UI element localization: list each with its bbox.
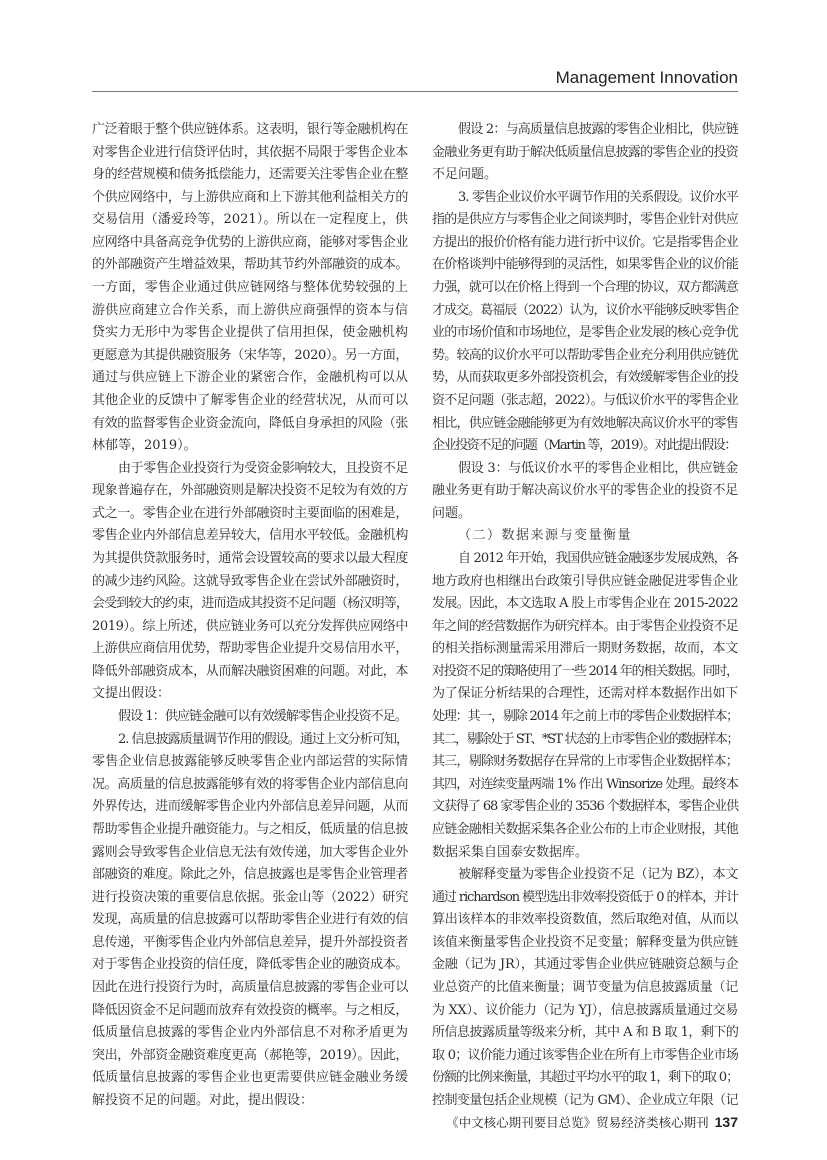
text-line: 其三，剔除财务数据存在异常的上市零售企业数据样本； xyxy=(432,754,738,770)
text-line: 贷实力无形中为零售企业提供了信用担保，使金融机构 xyxy=(92,325,408,341)
text-line: 对于零售企业投资的信任度，降低零售企业的融资成本。 xyxy=(92,957,408,973)
paragraph xyxy=(432,548,738,864)
text-line: 问题。 xyxy=(432,505,472,521)
text-line: 应网络中具备高竞争优势的上游供应商，能够对零售企业 xyxy=(92,234,408,250)
text-line: 文提出假设： xyxy=(92,686,171,702)
text-line: 业的市场价值和市场地位，是零售企业发展的核心竞争优 xyxy=(432,325,738,341)
paragraph xyxy=(92,729,408,1113)
text-line: 其他企业的反馈中了解零售企业的经营状况，从而可以 xyxy=(92,392,408,408)
text-line: 为 XX）、议价能力（记为 YJ），信息披露质量通过交易 xyxy=(432,1002,738,1018)
text-line: 金融业务更有助于解决低质量信息披露的零售企业的投资 xyxy=(432,144,738,160)
text-line: 更愿意为其提供融资服务（宋华等，2020）。另一方面， xyxy=(92,347,408,363)
text-line: 帮助零售企业提升融资能力。与之相反，低质量的信息披 xyxy=(92,821,408,837)
text-line: 融业务更有助于解决高议价水平的零售企业的投资不足 xyxy=(432,483,738,499)
text-line: 相比，供应链金融能够更为有效地解决高议价水平的零售 xyxy=(432,415,738,431)
paragraph xyxy=(432,119,738,187)
text-line: 应链金融相关数据采集各企业公布的上市企业财报，其他 xyxy=(432,821,738,837)
text-line: 现象普遍存在，外部融资则是解决投资不足较为有效的方 xyxy=(92,483,408,499)
text-line: 一方面，零售企业通过供应链网络与整体优势较强的上 xyxy=(92,280,408,296)
paragraph xyxy=(92,706,408,729)
text-line: 在价格谈判中能够得到的灵活性，如果零售企业的议价能 xyxy=(432,257,738,273)
text-line: 才成交。葛福辰（2022）认为，议价水平能够反映零售企 xyxy=(432,302,738,318)
text-line: 该值来衡量零售企业投资不足变量；解释变量为供应链 xyxy=(432,934,738,950)
text-line: 势。较高的议价水平可以帮助零售企业充分利用供应链优 xyxy=(432,347,738,363)
text-line: 的减少违约风险。这就导致零售企业在尝试外部融资时， xyxy=(92,573,408,589)
text-line: 游供应商建立合作关系，而上游供应商强悍的资本与信 xyxy=(92,302,408,318)
text-line: 交易信用（潘爱玲等，2021）。所以在一定程度上，供 xyxy=(92,212,408,228)
text-line: 地方政府也相继出台政策引导供应链金融促进零售企业 xyxy=(432,573,738,589)
left-column xyxy=(92,119,408,1112)
text-line: 因此在进行投资行为时，高质量信息披露的零售企业可以 xyxy=(92,979,408,995)
section-heading xyxy=(432,525,738,548)
text-line: 个供应网络中，与上游供应商和上下游其他利益相关方的 xyxy=(92,189,408,205)
text-line: 自 2012 年开始，我国供应链金融逐步发展成熟，各 xyxy=(458,550,738,566)
text-line: 势，从而获取更多外部投资机会，有效缓解零售企业的投 xyxy=(432,370,738,386)
text-line: 不足问题。 xyxy=(432,167,498,183)
running-header-title: Management Innovation xyxy=(555,68,738,87)
text-line: 假设 2：与高质量信息披露的零售企业相比，供应链 xyxy=(458,122,738,137)
text-line: 式之一。零售企业在进行外部融资时主要面临的困难是， xyxy=(92,505,408,521)
text-line: 解投资不足的问题。对此，提出假设： xyxy=(92,1092,314,1108)
text-line: 对投资不足的策略使用了一些 2014 年的相关数据。同时， xyxy=(432,663,738,679)
header-rule xyxy=(92,91,738,92)
text-line: 为其提供贷款服务时，通常会设置较高的要求以最大程度 xyxy=(92,550,408,566)
text-line: 广泛着眼于整个供应链体系。这表明，银行等金融机构在 xyxy=(92,122,408,137)
text-line: 所信息披露质量等级来分析，其中 A 和 B 取 1，剩下的 xyxy=(432,1025,739,1041)
text-line: 低质量信息披露的零售企业内外部信息不对称矛盾更为 xyxy=(92,1025,408,1041)
text-line: 为了保证分析结果的合理性，还需对样本数据作出如下 xyxy=(432,686,738,702)
text-line: 其二，剔除处于 ST、*ST 状态的上市零售企业的数据样本； xyxy=(432,731,738,747)
text-line: 息传递，平衡零售企业内外部信息差异，提升外部投资者 xyxy=(92,934,408,950)
page-footer xyxy=(446,1113,738,1131)
text-line: 通过与供应链上下游企业的紧密合作，金融机构可以从 xyxy=(92,370,408,386)
text-line: 突出，外部资金融资难度更高（郝艳等，2019）。因此， xyxy=(92,1047,408,1063)
text-line: 零售企业内外部信息差异较大，信用水平较低。金融机构 xyxy=(92,528,408,544)
text-line: 降低外部融资成本，从而解决融资困难的问题。对此，本 xyxy=(92,663,408,679)
text-line: 身的经营规模和债务抵偿能力，还需要关注零售企业在整 xyxy=(92,167,408,183)
text-line: 数据采集自国泰安数据库。 xyxy=(432,844,589,860)
text-line: 由于零售企业投资行为受资金影响较大，且投资不足 xyxy=(118,460,408,476)
text-line: 外界传达，进而缓解零售企业内外部信息差异问题，从而 xyxy=(92,799,408,815)
text-line: 的外部融资产生增益效果，帮助其节约外部融资的成本。 xyxy=(92,257,408,273)
text-line: 2019）。综上所述，供应链业务可以充分发挥供应网络中 xyxy=(92,618,408,634)
paragraph xyxy=(432,864,738,1112)
text-line: 文获得了 68 家零售企业的 3536 个数据样本，零售企业供 xyxy=(432,799,738,815)
text-line: （二）数据来源与变量衡量 xyxy=(458,528,633,544)
text-line: 进行投资决策的重要信息依据。张金山等（2022）研究 xyxy=(92,889,408,905)
text-line: 2. 信息披露质量调节作用的假设。通过上文分析可知， xyxy=(118,731,408,747)
text-line: 发现，高质量的信息披露可以帮助零售企业进行有效的信 xyxy=(92,912,408,928)
text-line: 取 0；议价能力通过该零售企业在所有上市零售企业市场 xyxy=(432,1047,739,1063)
text-line: 资不足问题（张志超，2022）。与低议价水平的零售企业 xyxy=(432,392,738,408)
text-line: 上游供应商信用优势，帮助零售企业提升交易信用水平， xyxy=(92,641,408,657)
text-line: 零售企业信息披露能够反映零售企业内部运营的实际情 xyxy=(92,754,408,770)
text-line: 降低因资金不足问题而放弃有效投资的概率。与之相反， xyxy=(92,1002,408,1018)
text-line: 林郁等，2019）。 xyxy=(92,438,197,454)
text-line: 通过 richardson 模型选出非效率投资低于 0 的样本，并计 xyxy=(432,889,738,905)
text-line: 金融（记为 JR），其通过零售企业供应链融资总额与企 xyxy=(432,957,739,973)
text-line: 方提出的报价价格有能力进行折中议价。它是指零售企业 xyxy=(432,234,738,250)
text-line: 有效的监督零售企业资金流向，降低自身承担的风险（张 xyxy=(92,415,408,431)
text-line: 年之间的经营数据作为研究样本。由于零售企业投资不足 xyxy=(432,618,738,634)
text-line: 对零售企业进行信贷评估时，其依据不局限于零售企业本 xyxy=(92,144,408,160)
page-number: 137 xyxy=(714,1114,738,1130)
paragraph xyxy=(432,187,738,458)
text-line: 力强，就可以在价格上得到一个合理的协议，双方都满意 xyxy=(432,280,738,296)
text-line: 被解释变量为零售企业投资不足（记为 BZ），本文 xyxy=(458,867,738,883)
paragraph xyxy=(92,458,408,706)
text-line: 算出该样本的非效率投资数值，然后取绝对值，从而以 xyxy=(432,912,738,928)
right-column xyxy=(432,119,738,1112)
text-line: 露则会导致零售企业信息无法有效传递，加大零售企业外 xyxy=(92,844,408,860)
text-line: 会受到较大的约束，进而造成其投资不足问题（杨汉明等， xyxy=(92,596,408,612)
text-line: 处理：其一，剔除 2014 年之前上市的零售企业数据样本； xyxy=(432,709,738,725)
text-line: 低质量信息披露的零售企业也更需要供应链金融业务缓 xyxy=(92,1070,408,1086)
paragraph xyxy=(432,458,738,526)
text-line: 指的是供应方与零售企业之间谈判时，零售企业针对供应 xyxy=(432,212,738,228)
text-line: 部融资的难度。除此之外，信息披露也是零售企业管理者 xyxy=(92,867,408,883)
text-line: 3. 零售企业议价水平调节作用的关系假设。议价水平 xyxy=(458,189,739,205)
text-line: 假设 1：供应链金融可以有效缓解零售企业投资不足。 xyxy=(118,709,407,725)
paragraph xyxy=(92,119,408,458)
text-line: 业总资产的比值来衡量；调节变量为信息披露质量（记 xyxy=(432,979,738,995)
text-line: 其四，对连续变量两端 1% 作出 Winsorize 处理。最终本 xyxy=(432,776,738,792)
journal-note: 《中文核心期刊要目总览》贸易经济类核心期刊 xyxy=(446,1116,709,1130)
text-line: 份额的比例来衡量，其超过平均水平的取 1，剩下的取 0； xyxy=(432,1070,739,1086)
text-line: 企业投资不足的问题（Martin 等，2019）。对此提出假设： xyxy=(432,438,736,454)
text-line: 发展。因此，本文选取 A 股上市零售企业在 2015-2022 xyxy=(432,596,738,612)
text-line: 况。高质量的信息披露能够有效的将零售企业内部信息向 xyxy=(92,776,408,792)
text-line: 假设 3：与低议价水平的零售企业相比，供应链金 xyxy=(458,460,738,476)
text-line: 控制变量包括企业规模（记为 GM）、企业成立年限（记 xyxy=(432,1092,738,1108)
text-line: 的相关指标测量需采用滞后一期财务数据，故而，本文 xyxy=(432,641,738,657)
